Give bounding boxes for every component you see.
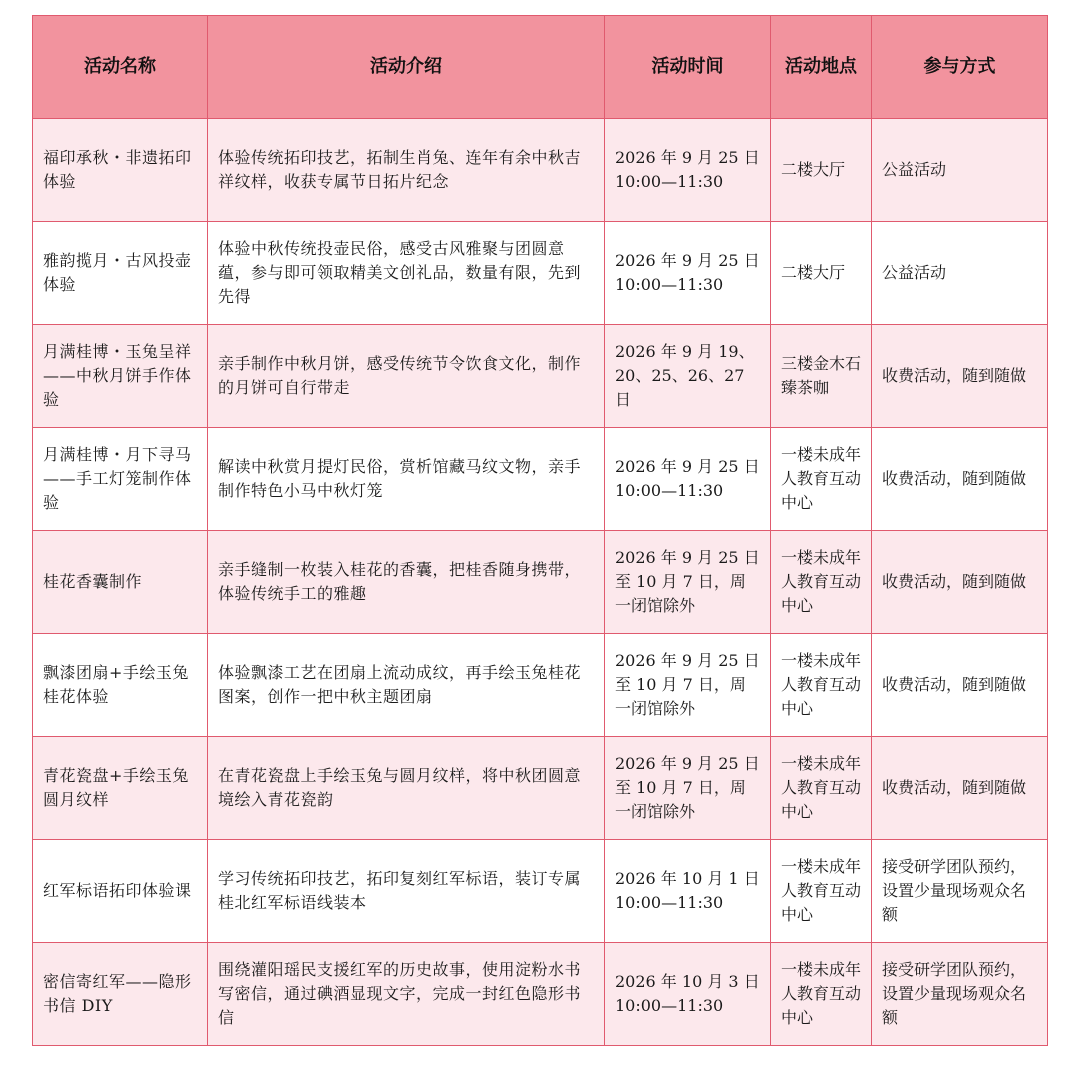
table-row: [33, 840, 1048, 943]
header-row: [33, 16, 1048, 119]
participation-method: 收费活动，随到随做: [872, 428, 1048, 531]
activity-location: 一楼未成年人教育互动中心: [771, 943, 872, 1046]
participation-method: 收费活动，随到随做: [872, 325, 1048, 428]
table-row: [33, 428, 1048, 531]
activity-time: 2026 年 9 月 25 日 10:00—11:30: [605, 428, 771, 531]
table-row: [33, 737, 1048, 840]
table-row: [33, 634, 1048, 737]
header-activity-time: 活动时间: [605, 16, 771, 119]
header-activity-location: 活动地点: [771, 16, 872, 119]
activity-name: 雅韵揽月・古风投壶体验: [33, 222, 208, 325]
activity-description: 学习传统拓印技艺，拓印复刻红军标语，装订专属桂北红军标语线装本: [208, 840, 605, 943]
activity-time: 2026 年 10 月 1 日 10:00—11:30: [605, 840, 771, 943]
participation-method: 公益活动: [872, 119, 1048, 222]
activity-description: 体验中秋传统投壶民俗，感受古风雅聚与团圆意蕴，参与即可领取精美文创礼品，数量有限，先到先得: [208, 222, 605, 325]
activity-location: 一楼未成年人教育互动中心: [771, 840, 872, 943]
activity-location: 一楼未成年人教育互动中心: [771, 634, 872, 737]
activity-time: 2026 年 9 月 19、20、25、26、27 日: [605, 325, 771, 428]
activity-description: 在青花瓷盘上手绘玉兔与圆月纹样，将中秋团圆意境绘入青花瓷韵: [208, 737, 605, 840]
header-participation-method: 参与方式: [872, 16, 1048, 119]
activity-description: 围绕灌阳瑶民支援红军的历史故事，使用淀粉水书写密信，通过碘酒显现文字，完成一封红色隐形书信: [208, 943, 605, 1046]
header-activity-description: 活动介绍: [208, 16, 605, 119]
header-activity-name: 活动名称: [33, 16, 208, 119]
activity-time: 2026 年 9 月 25 日 10:00—11:30: [605, 222, 771, 325]
activity-description: 解读中秋赏月提灯民俗，赏析馆藏马纹文物，亲手制作特色小马中秋灯笼: [208, 428, 605, 531]
activity-name: 福印承秋・非遗拓印体验: [33, 119, 208, 222]
activity-description: 亲手制作中秋月饼，感受传统节令饮食文化，制作的月饼可自行带走: [208, 325, 605, 428]
participation-method: 收费活动，随到随做: [872, 634, 1048, 737]
activity-description: 体验传统拓印技艺，拓制生肖兔、连年有余中秋吉祥纹样，收获专属节日拓片纪念: [208, 119, 605, 222]
participation-method: 接受研学团队预约，设置少量现场观众名额: [872, 840, 1048, 943]
activity-time: 2026 年 9 月 25 日至 10 月 7 日，周一闭馆除外: [605, 634, 771, 737]
activity-name: 月满桂博・玉兔呈祥——中秋月饼手作体验: [33, 325, 208, 428]
participation-method: 公益活动: [872, 222, 1048, 325]
activity-location: 一楼未成年人教育互动中心: [771, 737, 872, 840]
participation-method: 接受研学团队预约，设置少量现场观众名额: [872, 943, 1048, 1046]
table-row: [33, 222, 1048, 325]
activity-description: 体验飘漆工艺在团扇上流动成纹，再手绘玉兔桂花图案，创作一把中秋主题团扇: [208, 634, 605, 737]
table-row: [33, 943, 1048, 1046]
activity-location: 三楼金木石臻茶咖: [771, 325, 872, 428]
activity-name: 密信寄红军——隐形书信 DIY: [33, 943, 208, 1046]
activity-location: 二楼大厅: [771, 222, 872, 325]
activity-name: 飘漆团扇+手绘玉兔桂花体验: [33, 634, 208, 737]
activity-name: 青花瓷盘+手绘玉兔圆月纹样: [33, 737, 208, 840]
activity-time: 2026 年 9 月 25 日至 10 月 7 日，周一闭馆除外: [605, 531, 771, 634]
participation-method: 收费活动，随到随做: [872, 737, 1048, 840]
table-row: [33, 119, 1048, 222]
activity-description: 亲手缝制一枚装入桂花的香囊，把桂香随身携带，体验传统手工的雅趣: [208, 531, 605, 634]
activity-name: 桂花香囊制作: [33, 531, 208, 634]
activity-location: 一楼未成年人教育互动中心: [771, 531, 872, 634]
table-row: [33, 531, 1048, 634]
activity-location: 二楼大厅: [771, 119, 872, 222]
participation-method: 收费活动，随到随做: [872, 531, 1048, 634]
activity-time: 2026 年 9 月 25 日 10:00—11:30: [605, 119, 771, 222]
activity-time: 2026 年 9 月 25 日至 10 月 7 日，周一闭馆除外: [605, 737, 771, 840]
activity-time: 2026 年 10 月 3 日 10:00—11:30: [605, 943, 771, 1046]
table-row: [33, 325, 1048, 428]
activity-name: 红军标语拓印体验课: [33, 840, 208, 943]
activity-name: 月满桂博・月下寻马——手工灯笼制作体验: [33, 428, 208, 531]
activity-table: [32, 15, 1048, 1046]
activity-location: 一楼未成年人教育互动中心: [771, 428, 872, 531]
